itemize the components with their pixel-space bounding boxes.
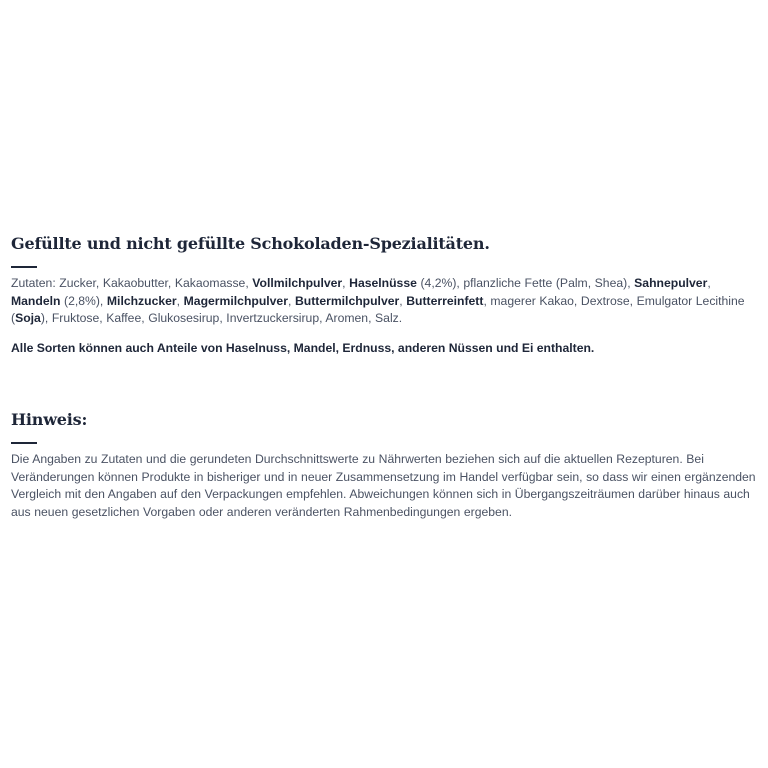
- notice-underline: [11, 442, 37, 444]
- ingredient-text: (4,2%), pflanzliche Fette (Palm, Shea),: [416, 276, 635, 290]
- notice-title: Hinweis:: [11, 410, 88, 429]
- ingredient-text: (2,8%),: [60, 293, 107, 308]
- ingredient-text: ), Fruktose, Kaffee, Glukosesirup, Invertzuckersirup, Aromen, Salz.: [40, 311, 403, 325]
- allergen-ingredient: Magermilchpulver: [183, 293, 288, 308]
- ingredients-section: [11, 234, 757, 357]
- allergen-ingredient: Sahnepulver: [634, 276, 708, 290]
- allergen-ingredient: Soja: [15, 311, 41, 325]
- allergen-ingredient: Milchzucker: [106, 293, 177, 308]
- allergen-ingredient: Buttermilchpulver: [294, 293, 400, 308]
- allergen-note: Alle Sorten können auch Anteile von Haselnuss, Mandel, Erdnuss, anderen Nüssen und Ei enthalten.: [11, 340, 595, 355]
- ingredient-text: ,: [287, 293, 295, 308]
- product-title: Gefüllte und nicht gefüllte Schokoladen-Spezialitäten.: [11, 234, 490, 253]
- allergen-ingredient: Mandeln: [11, 293, 61, 308]
- ingredient-text: ,: [342, 276, 350, 290]
- ingredient-text: , magerer Kakao, Dextrose, Emulgator Lecithine (: [11, 293, 745, 325]
- allergen-ingredient: Butterreinfett: [406, 293, 484, 308]
- allergen-ingredient: Haselnüsse: [349, 276, 417, 290]
- ingredient-text: ,: [176, 293, 184, 308]
- allergen-ingredient: Vollmilchpulver: [252, 276, 343, 290]
- title-underline: [11, 266, 37, 268]
- ingredient-text: ,: [707, 276, 711, 290]
- ingredient-text: ,: [399, 293, 407, 308]
- notice-text: Die Angaben zu Zutaten und die gerundeten Durchschnittswerte zu Nährwerten beziehen sich auf die aktuellen Rezepturen. Bei Veränderungen können Produkte in bisheriger und in neuer Zusammensetzung im Handel verfügbar sein, so dass wir einen ergänzenden Vergleich mit den Angaben auf den Verpackungen empfehlen. Abweichungen können sich in Übergangszeiträumen darüber hinaus auch aus neuen gesetzlichen Vorgaben oder anderen veränderten Rahmenbedingungen ergeben.: [11, 452, 756, 519]
- ingredient-text: Zutaten: Zucker, Kakaobutter, Kakaomasse,: [11, 276, 253, 290]
- ingredients-list: [11, 275, 757, 328]
- notice-section: [11, 410, 757, 521]
